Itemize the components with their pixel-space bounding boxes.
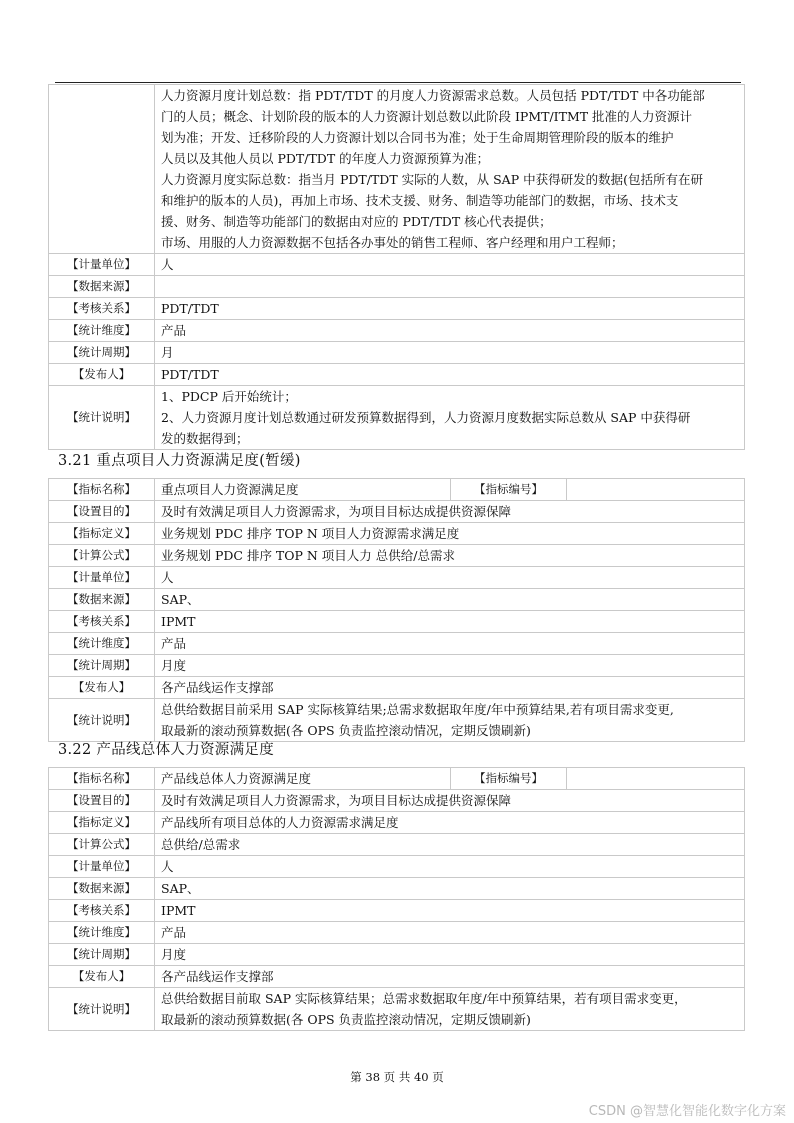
row-value: 及时有效满足项目人力资源需求，为项目目标达成提供资源保障 xyxy=(155,501,745,523)
table-row xyxy=(49,834,745,856)
row-label: 【发布人】 xyxy=(49,966,155,988)
notes-row xyxy=(49,386,745,450)
row-label: 【设置目的】 xyxy=(49,790,155,812)
notes-text xyxy=(155,699,745,742)
row-label: 【计算公式】 xyxy=(49,834,155,856)
row-label: 【指标定义】 xyxy=(49,523,155,545)
row-value: PDT/TDT xyxy=(155,364,745,386)
definition-line: 门的人员；概念、计划阶段的版本的人力资源计划总数以此阶段 IPMT/ITMT 批准的人力资源计 xyxy=(161,109,693,124)
notes-line: 2、人力资源月度计划总数通过研发预算数据得到，人力资源月度数据实际总数从 SAP 中获得研 xyxy=(161,410,691,425)
notes-line: 总供给数据目前采用 SAP 实际核算结果;总需求数据取年度/年中预算结果,若有项目需求变更, xyxy=(161,702,674,717)
row-value: 业务规划 PDC 排序 TOP N 项目人力 总供给/总需求 xyxy=(155,545,745,567)
table-row xyxy=(49,790,745,812)
table-row xyxy=(49,677,745,699)
definition-line: 人力资源月度计划总数：指 PDT/TDT 的月度人力资源需求总数。人员包括 PDT/TDT 中各功能部 xyxy=(161,88,705,103)
row-label: 【指标编号】 xyxy=(451,479,567,501)
notes-row xyxy=(49,699,745,742)
notes-text xyxy=(155,386,745,450)
row-value: 人 xyxy=(155,567,745,589)
table-row xyxy=(49,589,745,611)
row-value: 产品 xyxy=(155,633,745,655)
table-row xyxy=(49,342,745,364)
notes-line: 取最新的滚动预算数据(各 OPS 负责监控滚动情况，定期反馈刷新) xyxy=(161,1012,531,1027)
indicator-name: 产品线总体人力资源满足度 xyxy=(155,768,451,790)
row-label: 【指标编号】 xyxy=(451,768,567,790)
row-label: 【考核关系】 xyxy=(49,611,155,633)
definition-text xyxy=(155,85,745,254)
row-label: 【统计周期】 xyxy=(49,655,155,677)
table-row xyxy=(49,655,745,677)
row-label: 【统计说明】 xyxy=(49,386,155,450)
row-label: 【设置目的】 xyxy=(49,501,155,523)
table-row xyxy=(49,878,745,900)
row-value: 月度 xyxy=(155,944,745,966)
row-value: 月度 xyxy=(155,655,745,677)
table-row xyxy=(49,320,745,342)
definition-line: 市场、用服的人力资源数据不包括各办事处的销售工程师、客户经理和用户工程师； xyxy=(161,235,624,250)
row-value: 产品 xyxy=(155,320,745,342)
notes-line: 发的数据得到； xyxy=(161,431,249,446)
row-value: 总供给/总需求 xyxy=(155,834,745,856)
definition-line: 人力资源月度实际总数：指当月 PDT/TDT 实际的人数，从 SAP 中获得研发的数据(包括所有在研 xyxy=(161,172,703,187)
row-value: 产品线所有项目总体的人力资源需求满足度 xyxy=(155,812,745,834)
table-row xyxy=(49,298,745,320)
header-rule xyxy=(55,82,741,83)
row-value: SAP、 xyxy=(155,589,745,611)
watermark-text: CSDN @智慧化智能化数字化方案 xyxy=(588,1104,786,1119)
row-label: 【考核关系】 xyxy=(49,900,155,922)
table-row xyxy=(49,364,745,386)
row-value: IPMT xyxy=(155,900,745,922)
section-321-spec-table xyxy=(48,478,745,742)
page-number: 第 38 页 共 40 页 xyxy=(350,1070,444,1084)
table-row xyxy=(49,276,745,298)
row-label: 【统计维度】 xyxy=(49,633,155,655)
row-value: 及时有效满足项目人力资源需求，为项目目标达成提供资源保障 xyxy=(155,790,745,812)
row-value: 产品 xyxy=(155,922,745,944)
indicator-code xyxy=(567,768,745,790)
row-value: 人 xyxy=(155,254,745,276)
table-row xyxy=(49,523,745,545)
row-label: 【数据来源】 xyxy=(49,878,155,900)
row-value: IPMT xyxy=(155,611,745,633)
row-label: 【发布人】 xyxy=(49,677,155,699)
indicator-name: 重点项目人力资源满足度 xyxy=(155,479,451,501)
row-label: 【统计说明】 xyxy=(49,988,155,1031)
table-row xyxy=(49,768,745,790)
row-label: 【统计周期】 xyxy=(49,342,155,364)
row-value: 各产品线运作支撑部 xyxy=(155,966,745,988)
section-322-spec-table xyxy=(48,767,745,1031)
row-label: 【统计维度】 xyxy=(49,922,155,944)
row-label: 【考核关系】 xyxy=(49,298,155,320)
table-row xyxy=(49,856,745,878)
row-label: 【指标名称】 xyxy=(49,479,155,501)
table-row xyxy=(49,900,745,922)
definition-line: 人员以及其他人员以 PDT/TDT 的年度人力资源预算为准； xyxy=(161,151,490,166)
continuation-spec-table xyxy=(48,84,745,450)
row-label: 【计量单位】 xyxy=(49,856,155,878)
table-row xyxy=(49,633,745,655)
table-row xyxy=(49,501,745,523)
row-label: 【数据来源】 xyxy=(49,589,155,611)
row-value xyxy=(155,276,745,298)
row-label: 【数据来源】 xyxy=(49,276,155,298)
table-row xyxy=(49,611,745,633)
row-value: 月 xyxy=(155,342,745,364)
table-row xyxy=(49,254,745,276)
notes-line: 取最新的滚动预算数据(各 OPS 负责监控滚动情况，定期反馈刷新) xyxy=(161,723,531,738)
notes-line: 1、PDCP 后开始统计； xyxy=(161,389,297,404)
table-row xyxy=(49,966,745,988)
table-row xyxy=(49,545,745,567)
definition-line: 和维护的版本的人员)，再加上市场、技术支援、财务、制造等功能部门的数据，市场、技术支 xyxy=(161,193,679,208)
row-label: 【指标定义】 xyxy=(49,812,155,834)
row-label: 【计量单位】 xyxy=(49,254,155,276)
row-value: 人 xyxy=(155,856,745,878)
definition-row xyxy=(49,85,745,254)
row-label: 【计算公式】 xyxy=(49,545,155,567)
notes-row xyxy=(49,988,745,1031)
row-label: 【发布人】 xyxy=(49,364,155,386)
table-row xyxy=(49,479,745,501)
row-label: 【计量单位】 xyxy=(49,567,155,589)
row-label: 【统计维度】 xyxy=(49,320,155,342)
section-title: 3.21 重点项目人力资源满足度(暂缓) xyxy=(58,453,301,469)
table-row xyxy=(49,944,745,966)
definition-line: 划为准；开发、迁移阶段的人力资源计划以合同书为准；处于生命周期管理阶段的版本的维护 xyxy=(161,130,674,145)
notes-text xyxy=(155,988,745,1031)
row-value: 业务规划 PDC 排序 TOP N 项目人力资源需求满足度 xyxy=(155,523,745,545)
row-value: SAP、 xyxy=(155,878,745,900)
definition-line: 援、财务、制造等功能部门的数据由对应的 PDT/TDT 核心代表提供； xyxy=(161,214,552,229)
row-label: 【统计周期】 xyxy=(49,944,155,966)
notes-line: 总供给数据目前取 SAP 实际核算结果；总需求数据取年度/年中预算结果，若有项目需求变更， xyxy=(161,991,687,1006)
indicator-code xyxy=(567,479,745,501)
table-row xyxy=(49,812,745,834)
row-label: 【统计说明】 xyxy=(49,699,155,742)
section-title: 3.22 产品线总体人力资源满足度 xyxy=(58,742,274,758)
row-value: PDT/TDT xyxy=(155,298,745,320)
definition-label-cell xyxy=(49,85,155,254)
table-row xyxy=(49,567,745,589)
row-label: 【指标名称】 xyxy=(49,768,155,790)
table-row xyxy=(49,922,745,944)
row-value: 各产品线运作支撑部 xyxy=(155,677,745,699)
